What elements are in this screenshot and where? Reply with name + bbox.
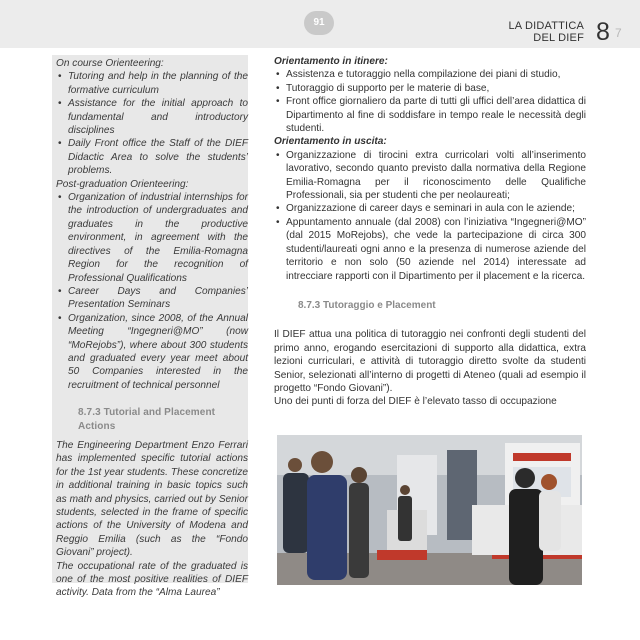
- post-graduation-heading: Post-graduation Orienteering:: [56, 178, 189, 190]
- chapter-number: 8: [596, 18, 610, 46]
- italian-column: [274, 55, 586, 409]
- in-itinere-heading: Orientamento in itinere:: [274, 56, 388, 67]
- career-fair-photo-drawing: [277, 435, 582, 585]
- on-course-list: [56, 70, 248, 177]
- subsection-title-english: 8.7.3 Tutorial and Placement Actions: [78, 407, 216, 432]
- english-column: [52, 55, 248, 599]
- section-heading-line-1: LA DIDATTICA: [508, 20, 584, 32]
- on-course-heading: On course Orienteering:: [56, 58, 164, 69]
- chapter-sub-number: 7: [615, 26, 622, 40]
- tutorial-paragraph: The Engineering Department Enzo Ferrari has implemented specific tutorial actions for the 1st year students. These concretize in additional training in basic topics such as math and physics, carried out by Senior students, selected in the frame of specific actions of the University of Modena and Reggio Emilia (such as the “Fondo Giovani” project).: [56, 439, 248, 559]
- occupational-paragraph: The occupational rate of the graduated is one of the most positive realities of DIEF activity. Data from the “Alma Laurea”: [56, 560, 248, 599]
- list-item: • Tutoring and help in the planning of the formative curriculum: [68, 70, 248, 97]
- list-item: • Appuntamento annuale (dal 2008) con l’iniziativa “Ingegneri@MO” (dal 2015 MoRejobs), che vede la partecipazione di circa 300 studenti/laureati ogni anno e la presenza di numerose aziende del territorio e non solo (50 aziende nel 2014) interessate ad intrecciare rapporti con il Dipartimento per il placement e la ricerca.: [286, 216, 586, 283]
- list-item: • Career Days and Companies’ Presentation Seminars: [68, 285, 248, 312]
- section-heading-line-2: DEL DIEF: [533, 32, 584, 44]
- section-heading: [508, 20, 584, 44]
- list-item: • Tutoraggio di supporto per le materie di base,: [286, 82, 586, 95]
- list-item: • Assistenza e tutoraggio nella compilazione dei piani di studio,: [286, 68, 586, 81]
- occupazione-paragraph: Uno dei punti di forza del DIEF è l’elevato tasso di occupazione: [274, 396, 557, 408]
- list-item: • Daily Front office the Staff of the DIEF Didactic Area to solve the students’ problems.: [68, 137, 248, 177]
- in-uscita-heading: Orientamento in uscita:: [274, 136, 387, 148]
- list-item: • Organization, since 2008, of the Annual Meeting “Ingegneri@MO” (now “MoRejobs”), where about 300 students and graduated every year meet about 50 Companies interested in the recruitment of technical personnel: [68, 312, 248, 392]
- subsection-title-italian: 8.7.3 Tutoraggio e Placement: [298, 299, 436, 311]
- career-fair-photo: [277, 435, 582, 585]
- post-graduation-list: [56, 191, 248, 392]
- list-item: • Organizzazione di tirocini extra curricolari volti all’inserimento lavorativo, secondo quanto previsto dalla normativa della Regione Emilia-Romagna per il riconoscimento delle Qualifiche Professionali, sia per studenti che per neolaureati;: [286, 149, 586, 203]
- tutoraggio-paragraph: Il DIEF attua una politica di tutoraggio nei confronti degli studenti del primo anno, erogando esercitazioni di supporto alla didattica, extra lezioni curriculari, e attività di tutoraggio diretto svolte da studenti Senior, selezionati all’interno di progetti di Ateneo (quali ad esempio il progetto “Fondo Giovani”).: [274, 329, 586, 394]
- in-uscita-list: [274, 149, 586, 283]
- in-itinere-list: [274, 68, 586, 135]
- list-item: • Organizzazione di career days e seminari in aula con le aziende;: [286, 202, 586, 215]
- list-item: • Front office giornaliero da parte di tutti gli uffici dell’area didattica di Dipartimento al fine di soddisfare in tempo reale le necessità degli studenti.: [286, 95, 586, 135]
- page-number-badge: 91: [304, 11, 334, 35]
- list-item: • Assistance for the initial approach to fundamental and introductory disciplines: [68, 97, 248, 137]
- list-item: • Organization of industrial internships for the introduction of undergraduates and graduates in the productive environment, in agreement with the directives of the Emilia-Romagna Region for the recognition of Professional Qualifications: [68, 191, 248, 285]
